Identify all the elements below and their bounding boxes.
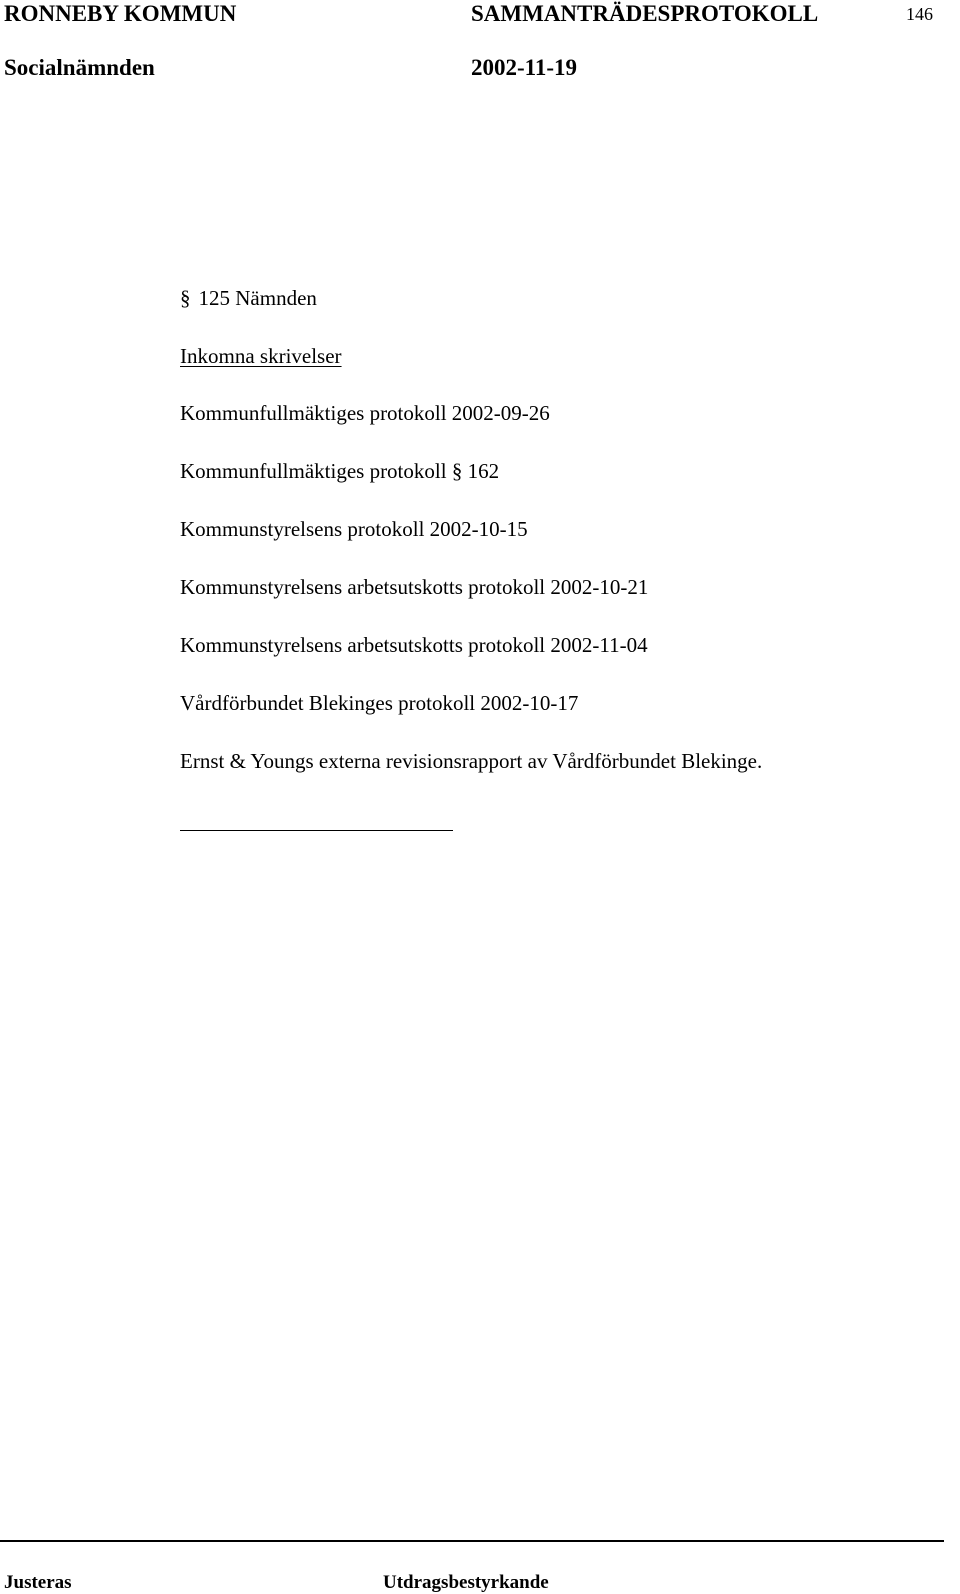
section-heading xyxy=(180,285,317,311)
document-type: SAMMANTRÄDESPROTOKOLL xyxy=(471,1,819,26)
list-item-text: Kommunfullmäktiges protokoll xyxy=(180,459,452,483)
list-item: Kommunstyrelsens arbetsutskotts protokoll 2002-11-04 xyxy=(180,633,648,657)
list-item: Ernst & Youngs externa revisionsrapport av Vårdförbundet Blekinge. xyxy=(180,749,763,773)
meeting-date: 2002-11-19 xyxy=(471,55,578,80)
utdragsbestyrkande-label: Utdragsbestyrkande xyxy=(383,1572,549,1593)
list-item-text: 162 xyxy=(462,459,500,483)
section-heading-text: 125 Nämnden xyxy=(198,286,317,310)
paragraph-sign: § xyxy=(451,459,463,483)
section-end-rule xyxy=(180,830,453,831)
justeras-label: Justeras xyxy=(4,1572,72,1593)
list-item xyxy=(180,458,499,484)
list-item: Vårdförbundet Blekinges protokoll 2002-10-17 xyxy=(180,691,579,715)
list-item: Kommunstyrelsens arbetsutskotts protokoll 2002-10-21 xyxy=(180,575,649,599)
committee-name: Socialnämnden xyxy=(4,55,155,80)
page-number: 146 xyxy=(906,4,933,24)
paragraph-sign: § xyxy=(180,286,191,310)
list-item: Kommunstyrelsens protokoll 2002-10-15 xyxy=(180,517,528,541)
section-subject: Inkomna skrivelser xyxy=(180,344,342,368)
municipality-name: RONNEBY KOMMUN xyxy=(4,1,237,26)
footer-divider xyxy=(0,1540,944,1542)
list-item: Kommunfullmäktiges protokoll 2002-09-26 xyxy=(180,401,550,425)
